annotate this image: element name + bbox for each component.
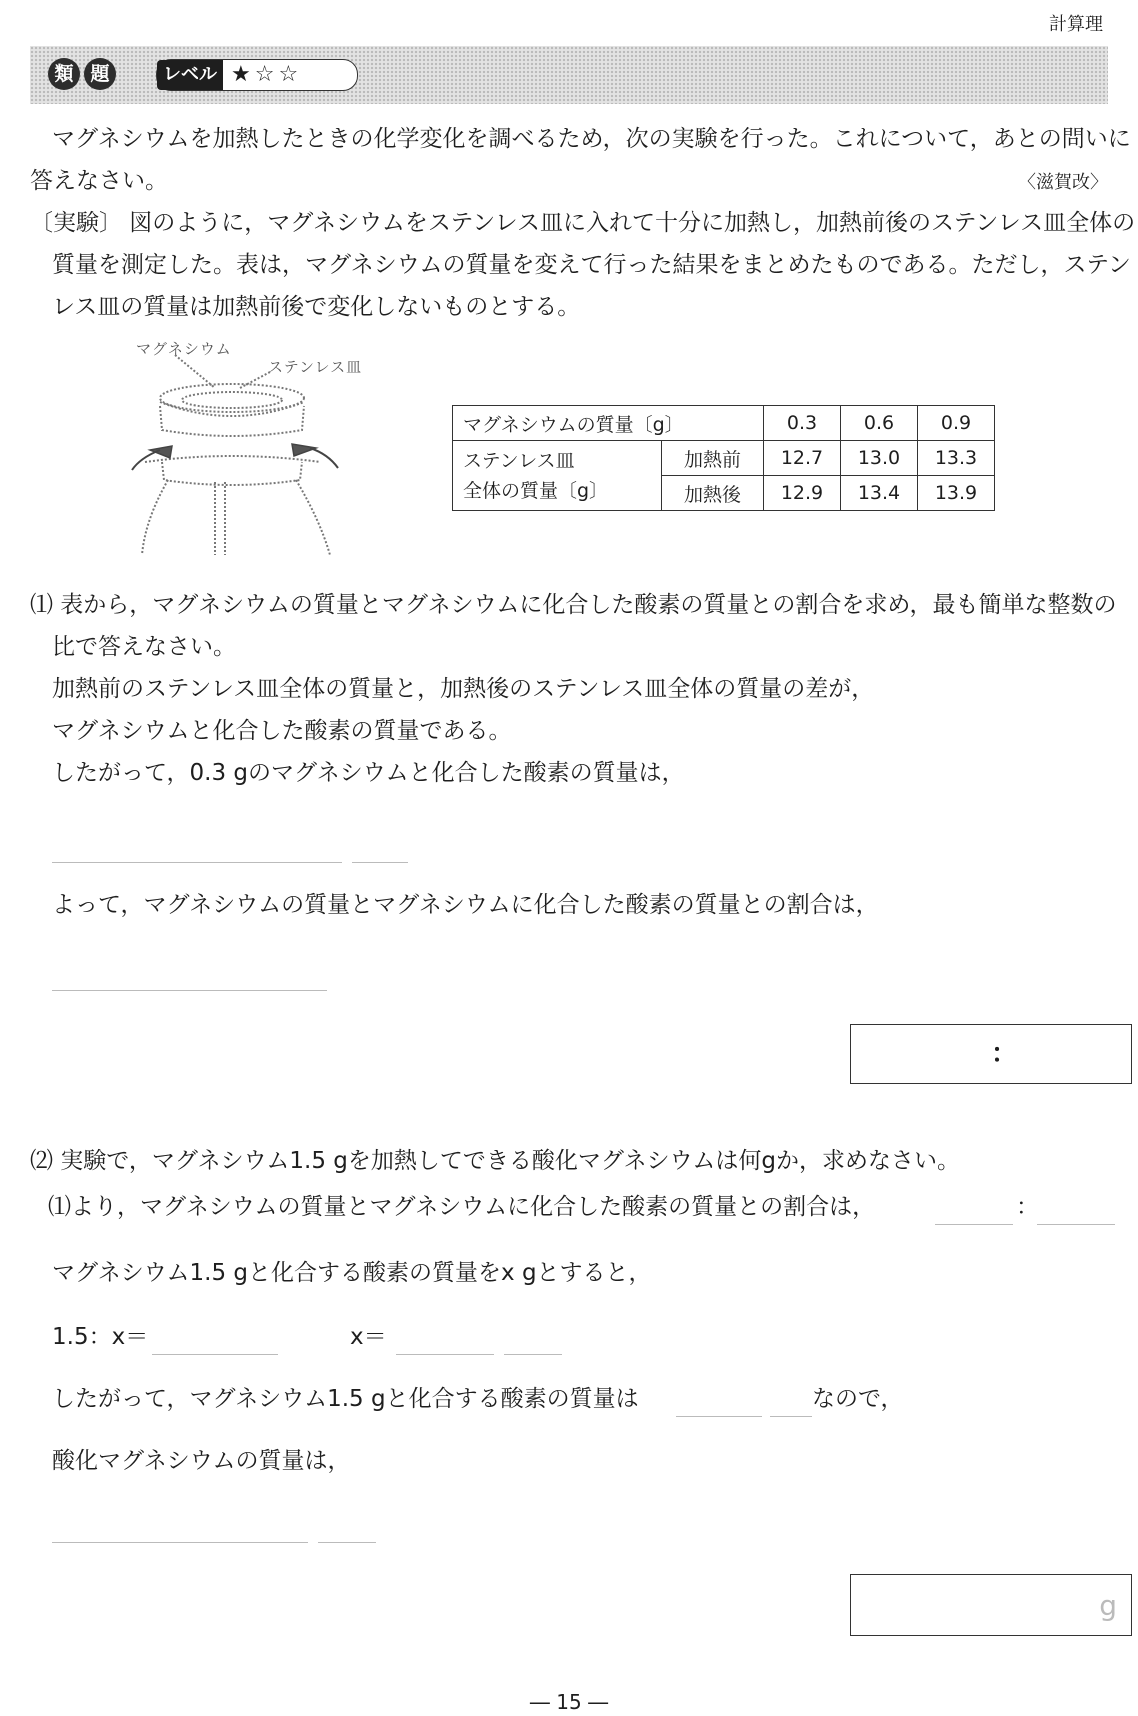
q2-blank-ratio-mg[interactable] xyxy=(935,1224,1013,1225)
table-cell: 13.4 xyxy=(841,476,918,511)
apparatus-figure xyxy=(120,350,363,560)
q2-answer-box[interactable] xyxy=(850,1574,1132,1636)
q1-blank-calc[interactable] xyxy=(52,862,342,863)
q1-answer-colon: ： xyxy=(991,1039,1018,1069)
q1-line-4: マグネシウムと化合した酸素の質量である。 xyxy=(52,718,512,744)
table-header-dish-line-1: ステンレス皿 xyxy=(463,449,575,472)
q2-line-5: 酸化マグネシウムの質量は， xyxy=(52,1448,351,1474)
q1-line-6: よって，マグネシウムの質量とマグネシウムに化合した酸素の質量との割合は， xyxy=(52,892,879,918)
problem-banner xyxy=(30,46,1108,104)
source-label: 〈滋賀改〉 xyxy=(1018,172,1108,193)
q2-line-4a: したがって，マグネシウム1.5 gと化合する酸素の質量は xyxy=(52,1386,639,1412)
table-label-before: 加熱前 xyxy=(662,441,764,476)
q2-blank-x-unit[interactable] xyxy=(504,1354,562,1355)
table-cell: 13.9 xyxy=(918,476,995,511)
table-cell: 12.7 xyxy=(764,441,841,476)
q2-line-3: マグネシウム1.5 gと化合する酸素の質量をx gとすると， xyxy=(52,1260,652,1286)
q2-blank-mgo[interactable] xyxy=(52,1542,308,1543)
experiment-line-1: 〔実験〕 図のように，マグネシウムをステンレス皿に入れて十分に加熱し，加熱前後のステンレス皿全体の xyxy=(30,210,1136,236)
table-header-mg: マグネシウムの質量〔g〕 xyxy=(453,406,764,441)
figure-label-magnesium: マグネシウム xyxy=(136,340,232,358)
q1-answer-box[interactable] xyxy=(850,1024,1132,1084)
q1-line-3: 加熱前のステンレス皿全体の質量と，加熱後のステンレス皿全体の質量の差が， xyxy=(52,676,875,702)
q1-line-1: ⑴ 表から，マグネシウムの質量とマグネシウムに化合した酸素の質量との割合を求め，最も簡単な整数の xyxy=(30,592,1117,618)
level-indicator xyxy=(156,59,358,91)
experiment-line-2: 質量を測定した。表は，マグネシウムの質量を変えて行った結果をまとめたものである。ただし，ステン xyxy=(52,252,1131,278)
badge-dai: 題 xyxy=(84,58,116,90)
intro-line-1: マグネシウムを加熱したときの化学変化を調べるため，次の実験を行った。これについて，あとの問いに xyxy=(52,126,1131,152)
q1-line-2: 比で答えなさい。 xyxy=(52,634,236,660)
q2-colon: ： xyxy=(1016,1194,1039,1220)
table-row xyxy=(453,441,995,476)
table-header-dish-line-2: 全体の質量〔g〕 xyxy=(463,479,609,502)
q2-blank-mgo-unit[interactable] xyxy=(318,1542,376,1543)
subject-label: 計算理 xyxy=(1049,14,1103,35)
table-header-dish xyxy=(453,441,662,511)
table-cell: 0.9 xyxy=(918,406,995,441)
table-cell: 12.9 xyxy=(764,476,841,511)
q1-line-5: したがって，0.3 gのマグネシウムと化合した酸素の質量は， xyxy=(52,760,685,786)
q2-line-2: ⑴より，マグネシウムの質量とマグネシウムに化合した酸素の質量との割合は， xyxy=(48,1194,876,1220)
experiment-line-3: レス皿の質量は加熱前後で変化しないものとする。 xyxy=(52,294,581,320)
q2-eq-left: 1.5：x＝ xyxy=(52,1324,149,1350)
table-row xyxy=(453,406,995,441)
q2-blank-oxygen[interactable] xyxy=(676,1416,762,1417)
table-cell: 0.6 xyxy=(841,406,918,441)
table-cell: 13.0 xyxy=(841,441,918,476)
table-cell: 0.3 xyxy=(764,406,841,441)
q2-blank-ratio-o[interactable] xyxy=(1037,1224,1115,1225)
level-stars: ★☆☆ xyxy=(231,62,303,87)
badge-rui: 類 xyxy=(48,58,80,90)
q2-blank-x[interactable] xyxy=(396,1354,494,1355)
table-cell: 13.3 xyxy=(918,441,995,476)
page-number: ― 15 ― xyxy=(529,1690,609,1714)
intro-line-2: 答えなさい。 xyxy=(30,168,168,194)
q2-blank-proportion[interactable] xyxy=(152,1354,278,1355)
table-label-after: 加熱後 xyxy=(662,476,764,511)
q1-blank-ratio[interactable] xyxy=(52,990,327,991)
q2-eq-right: x＝ xyxy=(350,1324,387,1350)
q2-line-1: ⑵ 実験で，マグネシウム1.5 gを加熱してできる酸化マグネシウムは何gか，求めなさい。 xyxy=(30,1148,961,1174)
q2-line-4b: なので， xyxy=(812,1386,904,1412)
q1-blank-unit[interactable] xyxy=(352,862,408,863)
q2-answer-unit: g xyxy=(1099,1589,1117,1622)
q2-blank-oxygen-unit[interactable] xyxy=(770,1416,812,1417)
level-label: レベル xyxy=(157,60,223,90)
figure-label-dish: ステンレス皿 xyxy=(268,358,363,376)
data-table xyxy=(452,405,995,511)
